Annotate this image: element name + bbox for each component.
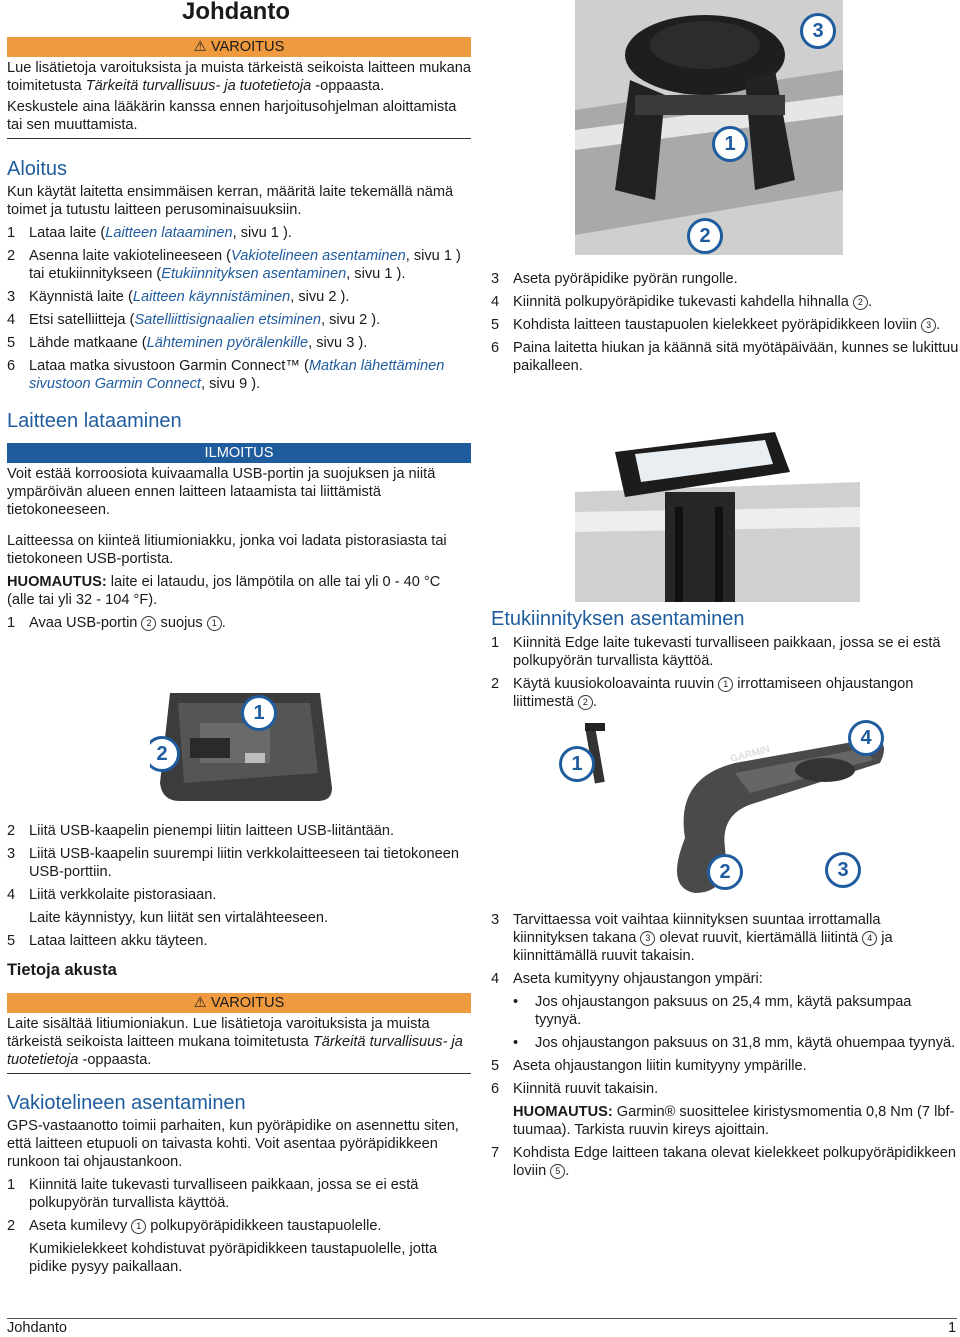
charging-step-1: 1 Avaa USB-portin 2 suojus 1 .	[7, 615, 226, 631]
battery-para: Laitteessa on kiinteä litiumioniakku, jonka voi ladata pistorasiasta tai tietokoneen USB-portista.	[7, 533, 447, 567]
mount-step-1: 1 Kiinnitä laite tukevasti turvalliseen paikkaan, jossa se ei estä polkupyörän turvallista käyttöä.	[7, 1177, 419, 1211]
front-mount-step-6: 6 Kiinnitä ruuvit takaisin.	[491, 1081, 659, 1097]
warning-banner-battery: ⚠ VAROITUS	[7, 993, 471, 1013]
aloitus-intro: Kun käytät laitetta ensimmäisen kerran, määritä laite tekemällä nämä toimet ja tutustu laitteen perusominaisuuksiin.	[7, 184, 454, 218]
mount-step-3: 3 Aseta pyöräpidike pyörän rungolle.	[491, 271, 738, 287]
warning-text: Lue lisätietoja varoituksista ja muista tärkeistä seikoista laitteen mukana toimitetusta Tärkeitä turvallisuus- ja tuotetietoja -oppaasta.	[7, 60, 471, 94]
charging-step-5: 5 Lataa laitteen akku täyteen.	[7, 933, 208, 949]
battery-warning-text: Laite sisältää litiumioniakun. Lue lisätietoja varoituksista ja muista tärkeistä seikoista laitteen mukana toimitetusta Tärkeitä turvallisuus- ja tuotetietoja -oppaasta.	[7, 1016, 463, 1068]
front-mount-step-4: 4 Aseta kumityyny ohjaustangon ympäri:	[491, 971, 763, 987]
callout-marker: 1	[207, 616, 222, 631]
notice-text: Voit estää korroosiota kuivaamalla USB-portin ja suojuksen ja niitä ympäröivän alueen ennen laitteen lataamista tai liittämistä tietokoneeseen.	[7, 466, 436, 518]
callout-marker: 3	[640, 931, 655, 946]
torque-note: HUOMAUTUS: Garmin® suosittelee kiristysmomentia 0,8 Nm (7 lbf-tuumaa). Tarkista ruuvin kireys ajoittain.	[513, 1104, 955, 1138]
section-heading-vakioteline: Vakiotelineen asentaminen	[7, 1092, 246, 1114]
photo-callout: 2	[150, 736, 180, 772]
photo-callout: 4	[848, 720, 884, 756]
section-heading-lataaminen: Laitteen lataaminen	[7, 410, 182, 432]
bullet-dot: •	[513, 994, 519, 1010]
charging-step-4: 4 Liitä verkkolaite pistorasiaan.	[7, 887, 217, 903]
mount-step-5: 5 Kohdista laitteen taustapuolen kielekkeet pyöräpidikkeen loviin 3 .	[491, 317, 941, 333]
section-heading-aloitus: Aloitus	[7, 158, 68, 180]
front-mount-step-3: 3 Tarvittaessa voit vaihtaa kiinnityksen suuntaa irrottamalla kiinnityksen takana 3 olevat ruuvit, kiertämällä liitintä 4 ja kiinnittämällä ruuvit takaisin.	[491, 912, 893, 964]
page-title: Johdanto	[182, 0, 290, 25]
callout-marker: 1	[131, 1219, 146, 1234]
callout-marker: 2	[578, 695, 593, 710]
front-mount-step-5: 5 Aseta ohjaustangon liitin kumityyny ympärille.	[491, 1058, 807, 1074]
device-mounted-image	[575, 412, 860, 602]
charging-step-2: 2 Liitä USB-kaapelin pienempi liitin laitteen USB-liitäntään.	[7, 823, 395, 839]
footer-section: Johdanto	[7, 1320, 68, 1336]
warning-label: VAROITUS	[210, 39, 285, 55]
warning-icon: ⚠	[193, 39, 207, 55]
callout-marker: 3	[921, 318, 936, 333]
photo-callout: 3	[825, 852, 861, 888]
right-column-etukiinnitys	[491, 607, 959, 711]
mount-step-2: 2 Aseta kumilevy 1 polkupyöräpidikkeen taustapuolelle.	[7, 1218, 382, 1234]
aloitus-step-4: 4 Etsi satelliitteja (Satelliittisignaalien etsiminen, sivu 2 ).	[7, 312, 381, 328]
front-mount-step-7: 7 Kohdista Edge laitteen takana olevat kielekkeet polkupyöräpidikkeen loviin 5 .	[491, 1145, 956, 1179]
footer-page-number: 1	[948, 1320, 957, 1336]
front-mount-image	[555, 718, 895, 898]
mount-step-2-note: Kumikielekkeet kohdistuvat pyöräpidikkeen taustapuolelle, jotta pidike pysyy paikallaan.	[29, 1241, 438, 1275]
section-heading-akku: Tietoja akusta	[7, 961, 117, 979]
vakioteline-intro: GPS-vastaanotto toimii parhaiten, kun pyöräpidike on asennettu siten, että laitteen etupuoli on taivasta kohti. Voit asentaa pyöräpidikkeen runkoon tai ohjaustankoon.	[7, 1118, 459, 1170]
callout-marker: 1	[718, 677, 733, 692]
warning-icon: ⚠	[193, 995, 207, 1011]
footer-rule	[7, 1318, 957, 1319]
left-column	[7, 37, 471, 632]
callout-marker: 2	[853, 295, 868, 310]
front-mount-step-2: 2 Käytä kuusiokoloavainta ruuvin 1 irrottamiseen ohjaustangon liittimestä 2 .	[491, 676, 914, 710]
mount-brand-label: GARMIN	[729, 743, 772, 766]
right-column	[491, 270, 959, 375]
photo-callout: 1	[559, 746, 595, 782]
bike-mount-image	[575, 0, 843, 255]
mount-step-4: 4 Kiinnitä polkupyöräpidike tukevasti kahdella hihnalla 2 .	[491, 294, 872, 310]
link-laitteen-lataaminen[interactable]: Laitteen lataaminen	[105, 225, 233, 241]
aloitus-step-3: 3 Käynnistä laite (Laitteen käynnistäminen, sivu 2 ).	[7, 289, 350, 305]
bullet-item: • Jos ohjaustangon paksuus on 31,8 mm, käytä ohuempaa tyynyä.	[513, 1035, 956, 1051]
link-lahteminen-pyoralenkille[interactable]: Lähteminen pyörälenkille	[146, 335, 309, 351]
aloitus-step-1: 1 Lataa laite (Laitteen lataaminen, sivu 1 ).	[7, 225, 292, 241]
divider	[7, 1073, 471, 1074]
front-mount-step-1: 1 Kiinnitä Edge laite tukevasti turvalliseen paikkaan, jossa se ei estä polkupyörän turvallista käyttöä.	[491, 635, 941, 669]
bullet-dot: •	[513, 1035, 519, 1051]
right-column-lower	[491, 911, 959, 1180]
aloitus-step-2: 2 Asenna laite vakiotelineeseen (Vakiotelineen asentaminen, sivu 1 ) tai etukiinnitykseen (Etukiinnityksen asentaminen, sivu 1 ).	[7, 248, 461, 282]
photo-callout: 1	[712, 126, 748, 162]
photo-callout: 2	[707, 854, 743, 890]
callout-marker: 5	[550, 1164, 565, 1179]
callout-marker: 2	[141, 616, 156, 631]
aloitus-step-5: 5 Lähde matkaane (Lähteminen pyörälenkille, sivu 3 ).	[7, 335, 368, 351]
photo-callout: 3	[800, 13, 836, 49]
left-column-lower	[7, 822, 471, 1276]
charging-step-4-note: Laite käynnistyy, kun liität sen virtalähteeseen.	[29, 910, 329, 926]
photo-callout: 1	[241, 695, 277, 731]
charging-step-3: 3 Liitä USB-kaapelin suurempi liitin verkkolaitteeseen tai tietokoneen USB-porttiin.	[7, 846, 459, 880]
temperature-note: HUOMAUTUS: laite ei lataudu, jos lämpötila on alle tai yli 0 - 40 °C (alle tai yli 32 - 104 °F).	[7, 574, 441, 608]
link-etukiinnityksen-asentaminen[interactable]: Etukiinnityksen asentaminen	[161, 266, 347, 282]
link-vakiotelineen-asentaminen[interactable]: Vakiotelineen asentaminen	[231, 248, 406, 264]
notice-banner: ILMOITUS	[7, 443, 471, 463]
bullet-item: • Jos ohjaustangon paksuus on 25,4 mm, käytä paksumpaa tyynyä.	[513, 994, 912, 1028]
aloitus-step-6: 6 Lataa matka sivustoon Garmin Connect™ (Matkan lähettäminen sivustoon Garmin Connect, sivu 9 ).	[7, 358, 445, 392]
link-laitteen-kaynnistaminen[interactable]: Laitteen käynnistäminen	[132, 289, 291, 305]
link-matkan-lahettaminen[interactable]: Matkan lähettäminen sivustoon Garmin Connect	[29, 358, 445, 392]
mount-step-6: 6 Paina laitetta hiukan ja käännä sitä myötäpäivään, kunnes se lukittuu paikalleen.	[491, 340, 959, 374]
mounted-device-illustration	[575, 412, 860, 602]
link-satelliittisignaalien-etsiminen[interactable]: Satelliittisignaalien etsiminen	[134, 312, 322, 328]
section-heading-etukiinnitys: Etukiinnityksen asentaminen	[491, 608, 745, 630]
callout-marker: 4	[862, 931, 877, 946]
warning-banner	[7, 37, 471, 57]
divider	[7, 138, 471, 139]
warning-text-2: Keskustele aina lääkärin kanssa ennen harjoitusohjelman aloittamista tai sen muuttamista.	[7, 99, 457, 133]
photo-callout: 2	[687, 218, 723, 254]
device-usb-port-image	[150, 693, 335, 803]
